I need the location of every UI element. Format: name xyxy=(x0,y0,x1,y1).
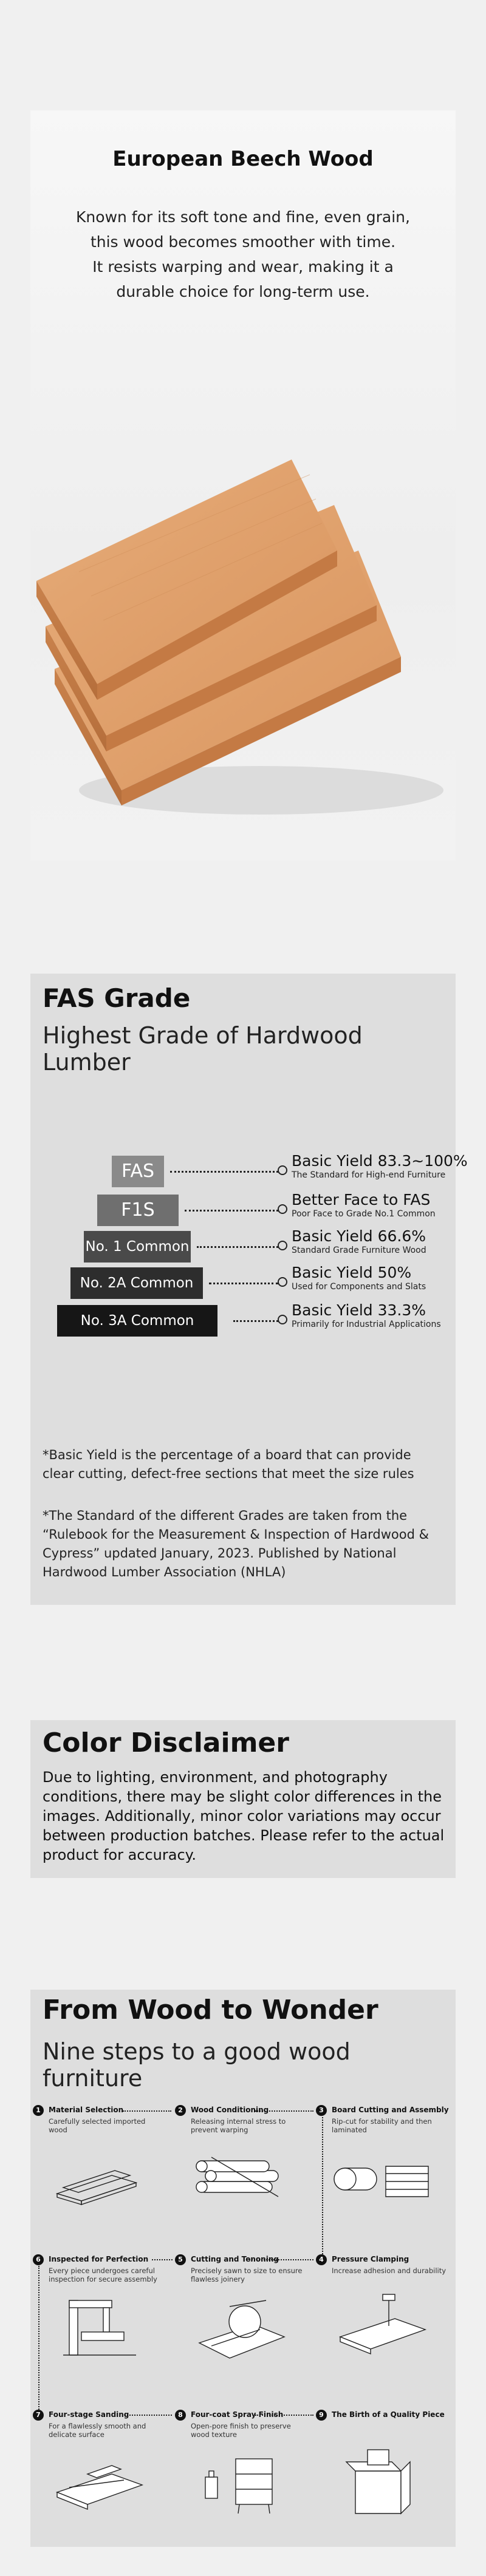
step-title: Board Cutting and Assembly xyxy=(332,2106,449,2114)
step-desc: For a flawlessly smooth and delicate surface xyxy=(49,2422,146,2439)
saw-cutting-icon xyxy=(187,2288,296,2367)
step-2 xyxy=(175,2105,312,2251)
connector-dots xyxy=(185,1210,278,1212)
laminated-log-icon xyxy=(328,2139,437,2218)
step-number: 9 xyxy=(316,2410,327,2421)
clamp-inspection-icon xyxy=(45,2288,154,2367)
hero-description xyxy=(67,205,419,304)
steps-title: From Wood to Wonder xyxy=(43,1995,378,2025)
yield-footnote: *Basic Yield is the percentage of a board that can provide clear cutting, defect-free sections that meet the size rules xyxy=(43,1448,414,1481)
disclaimer-title: Color Disclaimer xyxy=(43,1727,289,1758)
step-title: Inspected for Perfection xyxy=(49,2255,149,2263)
log-pile-icon xyxy=(187,2139,296,2218)
step-number: 7 xyxy=(33,2410,44,2421)
grade-row xyxy=(30,1301,456,1338)
step-1 xyxy=(33,2105,169,2251)
grade-title: FAS Grade xyxy=(43,983,191,1013)
step-number: 8 xyxy=(175,2410,186,2421)
connector-dots xyxy=(233,1320,278,1322)
steps-section xyxy=(30,1990,456,2547)
step-title: Material Selection xyxy=(49,2106,124,2114)
pressure-press-icon xyxy=(328,2288,437,2367)
spray-finish-icon xyxy=(187,2444,296,2523)
step-desc: Open-pore finish to preserve wood texture xyxy=(191,2422,291,2439)
steps-subtitle: Nine steps to a good wood furniture xyxy=(43,2038,351,2092)
grade-yield: Basic Yield 50% xyxy=(292,1264,412,1281)
step-number: 4 xyxy=(316,2254,327,2265)
step-number: 2 xyxy=(175,2105,186,2116)
connector-dots xyxy=(170,1171,278,1173)
hero-line: Known for its soft tone and fine, even grain, xyxy=(76,208,410,226)
connector-dots xyxy=(209,1283,278,1284)
grade-section xyxy=(30,974,468,1605)
step-7 xyxy=(33,2410,169,2555)
hero-line: It resists warping and wear, making it a xyxy=(92,258,394,276)
grade-row xyxy=(30,1227,456,1264)
grade-badge-no2a: No. 2A Common xyxy=(70,1267,203,1299)
grade-row xyxy=(30,1152,468,1188)
step-title: Four-coat Spray Finish xyxy=(191,2410,284,2419)
step-title: Pressure Clamping xyxy=(332,2255,409,2263)
hero-line: this wood becomes smoother with time. xyxy=(90,233,396,251)
hero-title: European Beech Wood xyxy=(112,147,374,171)
grade-yield-desc: Primarily for Industrial Applications xyxy=(292,1320,441,1329)
step-desc: Every piece undergoes careful inspection for secure assembly xyxy=(49,2266,157,2283)
connector-dots xyxy=(197,1246,278,1248)
hero-section xyxy=(30,110,456,861)
grade-badge-no3a: No. 3A Common xyxy=(57,1305,217,1337)
grade-subtitle: Highest Grade of Hardwood Lumber xyxy=(43,1022,363,1076)
step-title: Four-stage Sanding xyxy=(49,2410,129,2419)
step-8 xyxy=(175,2410,312,2555)
step-title: Wood Conditioning xyxy=(191,2106,269,2114)
grade-yield: Better Face to FAS xyxy=(292,1191,431,1208)
beech-boards-image xyxy=(30,450,456,839)
hero-line: durable choice for long-term use. xyxy=(116,283,370,300)
step-desc: Carefully selected imported wood xyxy=(49,2117,146,2134)
step-title: The Birth of a Quality Piece xyxy=(332,2410,445,2419)
sanding-icon xyxy=(45,2444,154,2523)
step-9 xyxy=(316,2410,453,2555)
grade-yield: Basic Yield 66.6% xyxy=(292,1227,426,1245)
grade-row xyxy=(30,1191,456,1227)
connector-circle xyxy=(278,1165,287,1175)
grade-badge-fas: FAS xyxy=(112,1156,164,1187)
grade-row xyxy=(30,1264,456,1300)
grade-yield-desc: Standard Grade Furniture Wood xyxy=(292,1246,426,1255)
grade-badge-f1s: F1S xyxy=(97,1195,179,1226)
step-title: Cutting and Tenoning xyxy=(191,2255,279,2263)
step-desc: Precisely sawn to size to ensure flawless joinery xyxy=(191,2266,303,2283)
grade-yield: Basic Yield 83.3~100% xyxy=(292,1152,468,1170)
disclaimer-text: Due to lighting, environment, and photography conditions, there may be slight color differences in the images. Additionally, minor color variations may occur between production batches. Please refer to the actual product for accuracy. xyxy=(43,1769,445,1863)
grade-yield: Basic Yield 33.3% xyxy=(292,1301,426,1319)
step-number: 1 xyxy=(33,2105,44,2116)
step-desc: Increase adhesion and durability xyxy=(332,2266,447,2275)
grade-yield-desc: Poor Face to Grade No.1 Common xyxy=(292,1209,436,1219)
step-6 xyxy=(33,2254,169,2400)
connector-circle xyxy=(278,1315,287,1324)
grade-yield-desc: Used for Components and Slats xyxy=(292,1282,426,1292)
step-3 xyxy=(316,2105,453,2251)
step-number: 3 xyxy=(316,2105,327,2116)
step-4 xyxy=(316,2254,453,2400)
color-disclaimer-section xyxy=(30,1720,456,1878)
packaged-furniture-icon xyxy=(328,2444,437,2523)
step-number: 5 xyxy=(175,2254,186,2265)
connector-circle xyxy=(278,1204,287,1214)
connector-circle xyxy=(278,1277,287,1287)
wood-planks-icon xyxy=(45,2139,154,2218)
connector-circle xyxy=(278,1241,287,1250)
step-5 xyxy=(175,2254,312,2400)
standard-footnote: *The Standard of the different Grades are taken from the “Rulebook for the Measurement & Inspection of Hardwood & Cypress” updated January, 2023. Published by National Hardwood Lumber Association (NHLA) xyxy=(43,1508,429,1579)
grade-yield-desc: The Standard for High-end Furniture xyxy=(292,1170,446,1180)
step-desc: Rip-cut for stability and then laminated xyxy=(332,2117,432,2134)
step-number: 6 xyxy=(33,2254,44,2265)
step-desc: Releasing internal stress to prevent warping xyxy=(191,2117,286,2134)
grade-badge-no1: No. 1 Common xyxy=(84,1231,191,1263)
